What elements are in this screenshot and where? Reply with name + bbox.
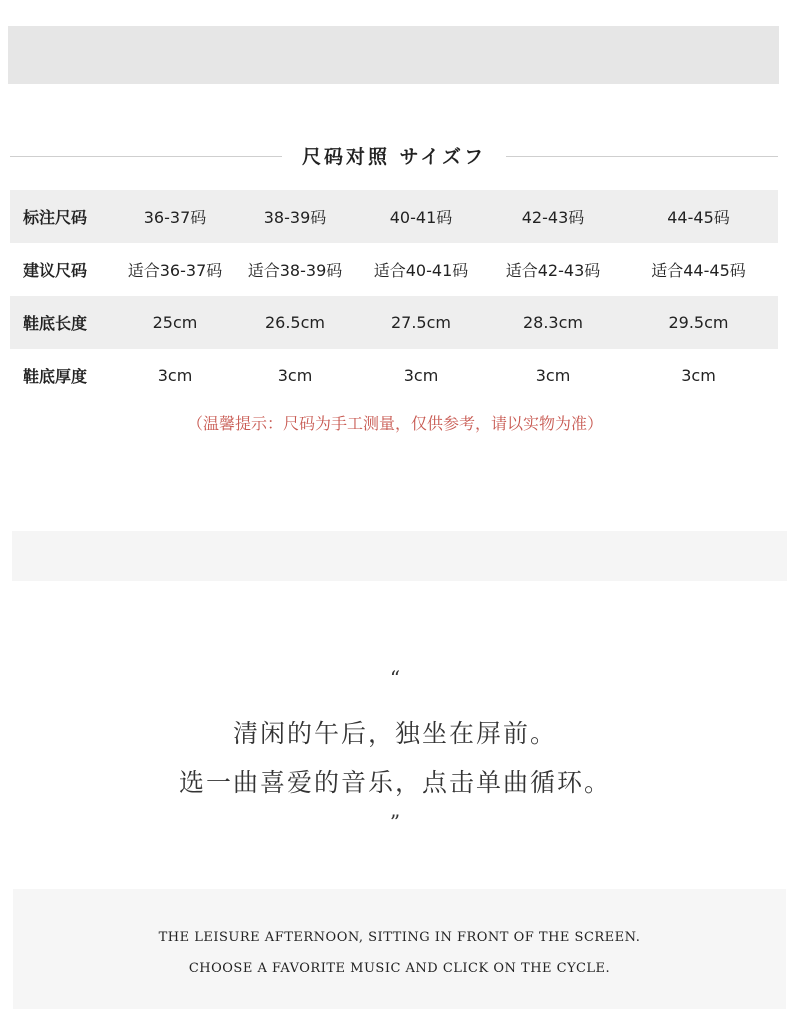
table-cell: 3cm bbox=[157, 366, 193, 385]
table-row bbox=[10, 296, 778, 349]
table-row bbox=[10, 349, 778, 402]
table-cell: 25cm bbox=[115, 296, 235, 349]
table-cell: 3cm bbox=[403, 366, 439, 385]
quote-line-1: 清闲的午后，独坐在屏前。 bbox=[232, 719, 557, 748]
table-cell: 适合38-39码 bbox=[247, 261, 343, 280]
row-label: 建议尺码 bbox=[23, 261, 88, 280]
table-row bbox=[10, 190, 778, 243]
table-cell: 27.5cm bbox=[355, 296, 487, 349]
table-cell: 44-45码 bbox=[619, 190, 778, 243]
section-title-row bbox=[10, 140, 778, 172]
open-quote-mark: “ bbox=[389, 666, 401, 690]
table-cell: 38-39码 bbox=[235, 190, 355, 243]
middle-gray-band bbox=[12, 531, 787, 581]
measurement-note: （温馨提示：尺码为手工测量，仅供参考，请以实物为准） bbox=[186, 414, 603, 433]
table-cell: 适合44-45码 bbox=[651, 261, 746, 280]
table-cell: 3cm bbox=[681, 366, 716, 385]
english-line-1: THE LEISURE AFTERNOON, SITTING IN FRONT OF THE SCREEN. bbox=[158, 930, 641, 945]
section-title: 尺码对照 サイズフ bbox=[301, 146, 487, 168]
table-cell: 40-41码 bbox=[355, 190, 487, 243]
title-divider-right bbox=[506, 156, 778, 157]
table-cell: 3cm bbox=[535, 366, 571, 385]
table-cell: 28.3cm bbox=[487, 296, 619, 349]
size-chart-table bbox=[10, 190, 778, 402]
english-caption-box bbox=[13, 889, 786, 1009]
table-cell: 26.5cm bbox=[235, 296, 355, 349]
table-cell: 3cm bbox=[277, 366, 313, 385]
row-label: 鞋底厚度 bbox=[23, 367, 88, 386]
table-cell: 适合40-41码 bbox=[373, 261, 469, 280]
table-row bbox=[10, 243, 778, 296]
table-cell: 42-43码 bbox=[487, 190, 619, 243]
table-cell: 29.5cm bbox=[619, 296, 778, 349]
row-label: 标注尺码 bbox=[10, 190, 115, 243]
row-label: 鞋底长度 bbox=[10, 296, 115, 349]
top-gray-band bbox=[8, 26, 779, 84]
table-cell: 适合36-37码 bbox=[127, 261, 223, 280]
quote-line-2: 选一曲喜爱的音乐，点击单曲循环。 bbox=[178, 768, 611, 797]
english-line-2: CHOOSE A FAVORITE MUSIC AND CLICK ON THE CYCLE. bbox=[188, 961, 611, 976]
table-cell: 适合42-43码 bbox=[505, 261, 601, 280]
table-cell: 36-37码 bbox=[115, 190, 235, 243]
close-quote-mark: ” bbox=[389, 810, 401, 834]
